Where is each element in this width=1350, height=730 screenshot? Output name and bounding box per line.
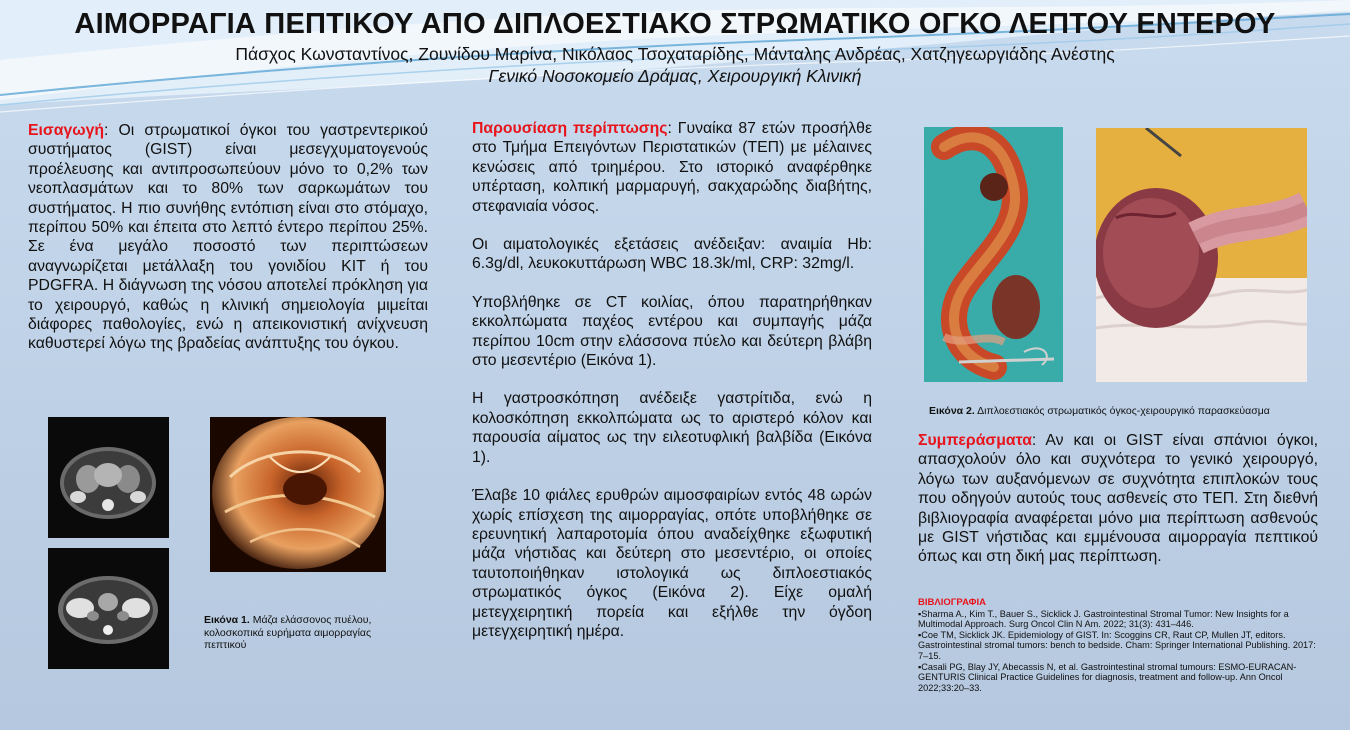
case-paragraph-4: Η γαστροσκόπηση ανέδειξε γαστρίτιδα, ενώ η κολοσκόπηση εκκολπώματα ως το αριστερό κόλον και παρουσία αίματος ως την ειλεοτυφλική βαλβίδα (Εικόνα 1). bbox=[472, 390, 872, 466]
case-paragraph-2: Οι αιματολογικές εξετάσεις ανέδειξαν: αναιμία Hb: 6.3g/dl, λευκοκυττάρωση WBC 18.3k/ml, CRP: 32mg/l. bbox=[472, 236, 872, 273]
case-paragraph-5: Έλαβε 10 φιάλες ερυθρών αιμοσφαιρίων εντός 48 ωρών χωρίς επίσχεση της αιμορραγίας, οπότε υποβλήθηκε σε ερευνητική λαπαροτομία όπου αναδείχθηκε εξωφυτική μάζα νήστιδας και δεύτερη στο μεσεντέριο, οι οποίες ταυτοποιήθηκαν ιστολογικά ως διπλοεστιακός στρωματικός όγκος (Εικόνα 2). Είχε ομαλή μετεγχειρητική πορεία και εξήλθε την όγδοη μετεγχειρητική ημέρα. bbox=[472, 487, 872, 640]
surgical-specimen-image-2 bbox=[1096, 128, 1307, 382]
case-paragraph-1 bbox=[472, 119, 872, 216]
figure1-caption-text: Μάζα ελάσσονος πυέλου, κολοσκοπικά ευρήματα αιμορραγίας πεπτικού bbox=[204, 614, 372, 651]
intro-section bbox=[28, 121, 428, 354]
ct-scan-image-top bbox=[48, 417, 169, 538]
conclusion-section bbox=[918, 431, 1318, 567]
figure2-label: Εικόνα 2. bbox=[929, 405, 975, 417]
conclusion-text: : Αν και οι GIST είναι σπάνιοι όγκοι, απασχολούν όλο και συχνότερα το γενικό χειρουργό, λόγω των αυξανόμενων σε συχνότητα επιπλοκών τους που οδηγούν αυτούς τους ασθενείς στο ΤΕΠ. Στη διεθνή βιβλιογραφία αναφέρεται μόνο μια περίπτωση ασθενούς με GIST νήστιδας και εμμένουσα αιμορραγία πεπτικού όπως και στη δική μας περίπτωση. bbox=[918, 432, 1318, 566]
case-p1-text: : Γυναίκα 87 ετών προσήλθε στο Τμήμα Επειγόντων Περιστατικών (ΤΕΠ) με μέλαινες κενώσεις από τριημέρου. Στο ιστορικό αναφέρθηκε υπέρταση, κολπική μαρμαρυγή, σακχαρώδης διαβήτης, στεφανιαία νόσος. bbox=[472, 120, 872, 215]
authors-line: Πάσχος Κωνσταντίνος, Ζουνίδου Μαρίνα, Νικόλαος Τσοχαταρίδης, Μάνταλης Ανδρέας, Χατζηγεωργιάδης Ανέστης bbox=[235, 44, 1115, 64]
surgical-specimen-image-1 bbox=[924, 127, 1063, 382]
intro-text: : Οι στρωματικοί όγκοι του γαστρεντερικού συστήματος (GIST) είναι μεσεγχυματογενούς προέλευσης και αντιπροσωπεύουν μόνο το 0,2% των νεοπλασμάτων και το 80% των σαρκωμάτων του συστήματος. Η πιο συνήθης εντόπιση είναι στο στόμαχο, περίπου 50% και έπειτα στο λεπτό έντερο περίπου 25%. Σε ένα μεγάλο ποσοστό των περιπτώσεων αναγνωρίζεται μετάλλαξη του γονιδίου KIT ή του PDGFRA. Η διάγνωση της νόσου αποτελεί πρόκληση για το χειρουργό, καθώς η κλινική σημειολογία μιμείται διάφορες παθολογίες, ενώ η απεικονιστική ανίχνευση καθυστερεί λόγω της βραδείας ανάπτυξης του όγκου. bbox=[28, 122, 428, 353]
conclusion-heading: Συμπεράσματα bbox=[918, 432, 1032, 449]
colonoscopy-image bbox=[210, 417, 386, 572]
figure1-label: Εικόνα 1. bbox=[204, 614, 250, 626]
case-paragraph-3: Υποβλήθηκε σε CT κοιλίας, όπου παρατηρήθηκαν εκκολπώματα παχέος εντέρου και συμπαγής μάζα περίπου 10cm στην ελάσσονα πύελο και δεύτερη βλάβη στο μεσεντέριο (Εικόνα 1). bbox=[472, 293, 872, 370]
figure2-caption-text: Διπλοεστιακός στρωματικός όγκος-χειρουργικό παρασκεύασμα bbox=[974, 405, 1270, 417]
figure1-caption bbox=[204, 614, 404, 652]
reference-item: ▪Coe TM, Sicklick JK. Epidemiology of GIST. In: Scoggins CR, Raut CP, Mullen JT, editors. Gastrointestinal stromal tumors: bench to bedside. Cham: Springer International Publishing. 2017: 7–15. bbox=[918, 629, 1316, 661]
poster-title: ΑΙΜΟΡΡΑΓΙΑ ΠΕΠΤΙΚΟΥ ΑΠΟ ΔΙΠΛΟΕΣΤΙΑΚΟ ΣΤΡΩΜΑΤΙΚΟ ΟΓΚΟ ΛΕΠΤΟΥ ΕΝΤΕΡΟΥ bbox=[74, 8, 1276, 40]
figure2-caption bbox=[929, 405, 1329, 418]
ct-scan-image-bottom bbox=[48, 548, 169, 669]
references-heading: ΒΙΒΛΙΟΓΡΑΦΙΑ bbox=[918, 597, 986, 608]
reference-item: ▪Casali PG, Blay JY, Abecassis N, et al. Gastrointestinal stromal tumours: ESMO-EURACAN-GENTURIS Clinical Practice Guidelines for diagnosis, treatment and follow-up. Ann Oncol 2022;33:20–33. bbox=[918, 661, 1297, 693]
affiliation-line: Γενικό Νοσοκομείο Δράμας, Χειρουργική Κλινική bbox=[488, 66, 862, 86]
reference-item: ▪Sharma A., Kim T., Bauer S., Sicklick J. Gastrointestinal Stromal Tumor: New Insights for a Multimodal Approach. Surg Oncol Clin N Am. 2022; 31(3): 431–446. bbox=[918, 608, 1289, 630]
case-heading: Παρουσίαση περίπτωσης bbox=[472, 120, 668, 137]
case-section bbox=[472, 119, 872, 660]
references-section bbox=[918, 598, 1326, 693]
intro-heading: Εισαγωγή bbox=[28, 122, 105, 139]
